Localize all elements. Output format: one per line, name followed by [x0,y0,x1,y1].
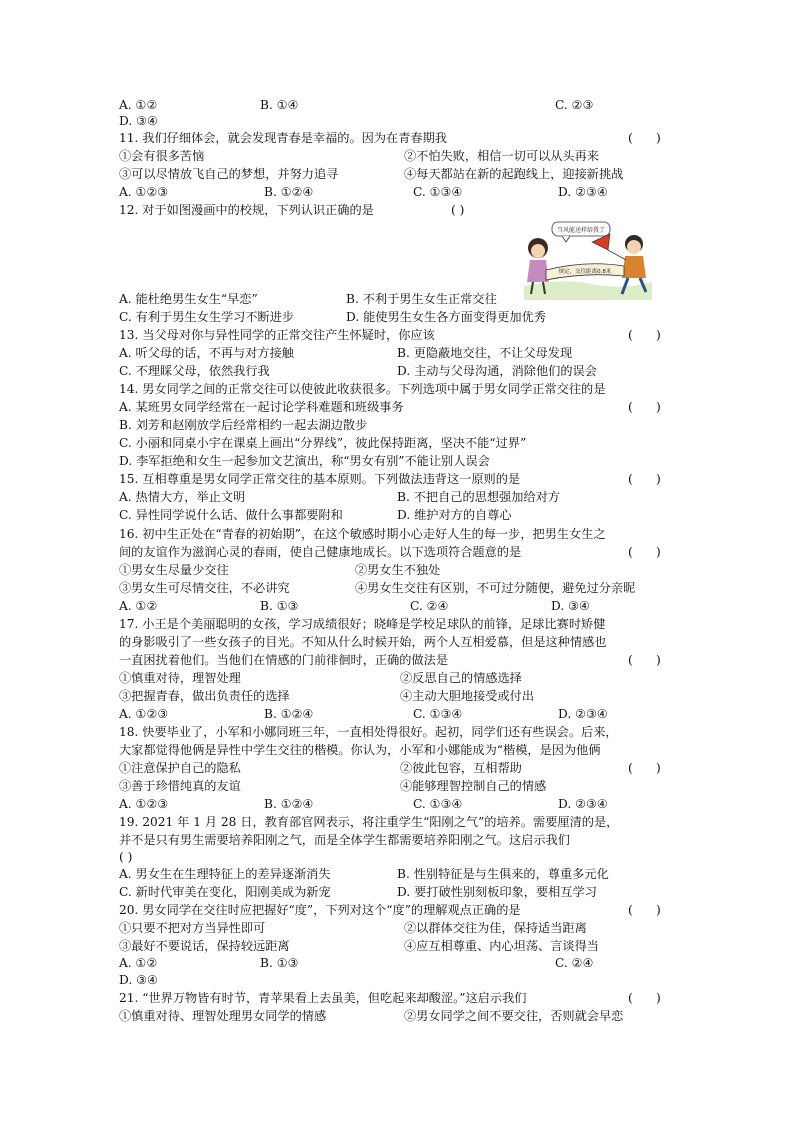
text-line: ③善于珍惜纯真的友谊 [119,779,241,793]
text-line: C. ①③④ [413,797,463,811]
text-line: B. 性别特征是与生俱来的，尊重多元化 [397,867,609,881]
answer-bracket: ( ) [628,400,661,414]
text-line: ②男女生不独处 [355,563,441,577]
text-line: ④主动大胆地接受或付出 [400,689,535,703]
text-line: B. 不利于男生女生正常交往 [346,292,497,306]
text-line: ②彼此包容，互相帮助 [400,761,522,775]
text-line: D. ②③④ [558,797,608,811]
text-line: ④每天都站在新的起跑线上，迎接新挑战 [404,167,624,181]
text-line: ( ) [119,850,133,864]
text-line: D. ②③④ [558,707,608,721]
text-line: C. ②③ [555,98,594,112]
answer-bracket: ( ) [628,653,661,667]
text-line: B. 刘芳和赵刚放学后经常相约一起去湖边散步 [119,418,368,432]
text-line: ①注意保护自己的隐私 [119,761,241,775]
text-line: C. ①③④ [413,707,463,721]
text-line: C. 新时代审美在变化，阳刚美成为新宠 [119,885,331,899]
text-line: ②反思自己的情感选择 [400,671,522,685]
text-line: ①会有很多苦恼 [119,149,205,163]
answer-bracket: ( ) [628,131,661,145]
text-line: B. ①③ [260,599,299,613]
text-line: B. 更隐蔽地交往，不让父母发现 [397,346,573,360]
text-line: D. ②③④ [558,185,608,199]
text-line: 13. 当父母对你与异性同学的正常交往产生怀疑时，你应该 [119,328,435,342]
text-line: D. 能使男生女生各方面变得更加优秀 [346,310,546,324]
text-line: A. 热情大方，举止文明 [119,490,246,504]
text-line: C. 不理睬父母，依然我行我 [119,364,270,378]
text-line: B. ①②④ [264,185,314,199]
answer-bracket: ( ) [628,328,661,342]
text-line: ①只要不把对方当异性即可 [119,921,266,935]
text-line: A. ①②③ [119,185,169,199]
text-line: B. ①②④ [264,797,314,811]
answer-bracket: ( ) [628,903,661,917]
text-line: ③最好不要说话，保持较远距离 [119,939,290,953]
text-line: 的身影吸引了一些女孩子的目光。不知从什么时候开始，两个人互相爱慕，但是这种情感也 [119,635,607,649]
text-line: 一直困扰着他们。当他们在情感的门前徘徊时，正确的做法是 [119,653,449,667]
text-line: 11. 我们仔细体会，就会发现青春是幸福的。因为在青春期我 [119,131,447,145]
text-line: A. 能杜绝男生女生“早恋” [119,292,258,306]
text-line: ④应互相尊重、内心坦荡、言谈得当 [404,939,599,953]
text-line: A. 听父母的话，不再与对方接触 [119,346,294,360]
text-line: ①慎重对待、理智处理男女同学的情感 [119,1009,327,1023]
speech-bubble-text: 当风能送样给我了 [556,227,606,234]
text-line: C. 有利于男生女生学习不断进步 [119,310,295,324]
answer-bracket: ( ) [628,761,661,775]
cartoon-illustration [522,220,654,302]
text-line: D. 李军拒绝和女生一起参加文艺演出，称“男女有别”不能让别人误会 [119,454,490,468]
text-line: D. 要打破性别刻板印象，要相互学习 [397,885,597,899]
text-line: A. 男女生在生理特征上的差异逐渐消失 [119,867,331,881]
text-line: B. ①③ [260,956,299,970]
text-line: D. ③④ [119,973,158,987]
banner-text: 规定，交往距离0.8米 [558,269,612,275]
answer-bracket: ( ) [628,472,661,486]
text-line: 20. 男女同学在交往时应把握好“度”，下列对这个“度”的理解观点正确的是 [119,903,521,917]
text-line: ②以群体交往为佳，保持适当距离 [404,921,587,935]
text-line: B. ①②④ [264,707,314,721]
text-line: ①男女生尽量少交往 [119,563,229,577]
text-line: ③可以尽情放飞自己的梦想，并努力追寻 [119,167,339,181]
text-line: 16. 初中生正处在“青春的初始期”，在这个敏感时期小心走好人生的每一步，把男生女生之 [119,527,606,541]
text-line: 21. “世界万物皆有时节，青苹果看上去虽美，但吃起来却酸涩。”这启示我们 [119,991,527,1005]
text-line: ( ) [451,203,465,217]
text-line: ②男女同学之间不要交往，否则就会早恋 [404,1009,624,1023]
text-line: A. ①②③ [119,707,169,721]
text-line: ④能够理智控制自己的情感 [400,779,547,793]
text-line: 18. 快要毕业了，小军和小娜同班三年，一直相处得很好。起初，同学们还有些误会。后来， [119,725,618,739]
text-line: ③把握青春，做出负责任的选择 [119,689,290,703]
text-line: 19. 2021 年 1 月 28 日，教育部官网表示，将注重学生“阳刚之气”的培养。需要厘清的是， [119,815,619,829]
text-line: D. ③④ [551,599,590,613]
text-line: 17. 小王是个美丽聪明的女孩，学习成绩很好；晓峰是学校足球队的前锋，足球比赛时矫健 [119,617,606,631]
text-line: D. 维护对方的自尊心 [397,508,512,522]
text-line: C. 小丽和同桌小宇在课桌上画出“分界线”，彼此保持距离，坚决不能“过界” [119,436,527,450]
text-line: 间的友谊作为滋润心灵的春雨，使自己健康地成长。以下选项符合题意的是 [119,545,522,559]
text-line: C. ②④ [555,956,594,970]
text-line: A. ①② [119,956,158,970]
answer-bracket: ( ) [628,991,661,1005]
answer-bracket: ( ) [628,545,661,559]
text-line: D. 主动与父母沟通，消除他们的误会 [397,364,597,378]
text-line: ④男女生交往有区别，不可过分随便，避免过分亲昵 [355,581,636,595]
text-line: A. 某班男女同学经常在一起讨论学科难题和班级事务 [119,400,404,414]
text-line: B. 不把自己的思想强加给对方 [397,490,560,504]
text-line: B. ①④ [260,98,299,112]
text-line: 14. 男女同学之间的正常交往可以使彼此收获很多。下列选项中属于男女同学正常交往的是 [119,382,606,396]
text-line: ②不怕失败，相信一切可以从头再来 [404,149,599,163]
text-line: 大家都觉得他俩是异性中学生交往的楷模。你认为，小军和小娜能成为“楷模，是因为他俩 [119,743,601,757]
text-line: ①慎重对待，理智处理 [119,671,241,685]
text-line: D. ③④ [119,114,158,128]
text-line: 12. 对于如图漫画中的校规，下列认识正确的是 [119,203,374,217]
text-line: C. ②④ [410,599,449,613]
text-line: A. ①② [119,599,158,613]
text-line: 并不是只有男生需要培养阳刚之气，而是全体学生都需要培养阳刚之气。这启示我们 [119,833,570,847]
text-line: C. 异性同学说什么话、做什么事都要附和 [119,508,343,522]
text-line: 15. 互相尊重是男女同学正常交往的基本原则。下列做法违背这一原则的是 [119,472,521,486]
text-line: C. ①③④ [413,185,463,199]
text-line: A. ①② [119,98,158,112]
text-line: ③男女生可尽情交往，不必讲究 [119,581,290,595]
text-line: A. ①②③ [119,797,169,811]
